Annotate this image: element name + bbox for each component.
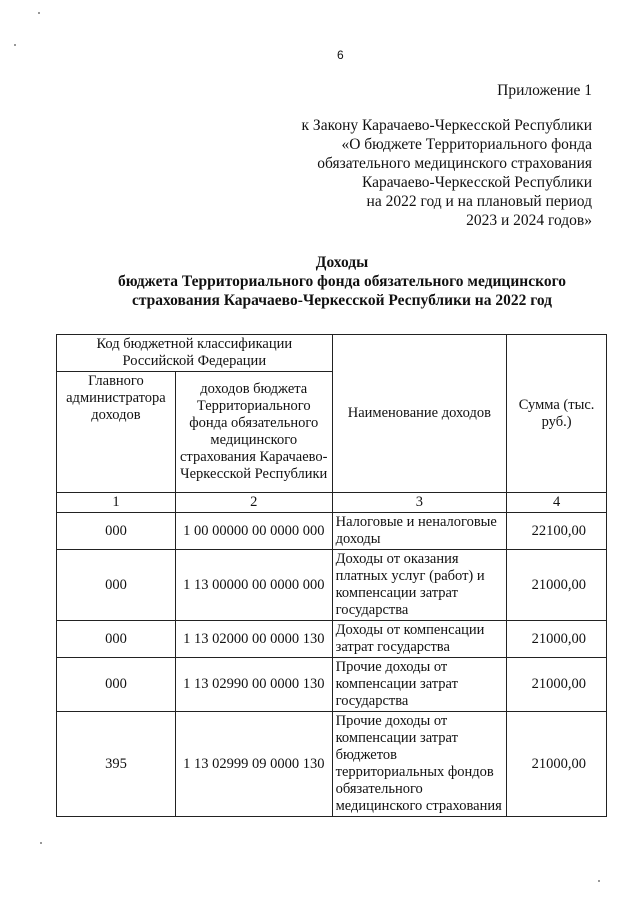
income-name-cell: Доходы от оказания платных услуг (работ) и компенсации затрат государства [332,550,507,621]
law-reference-line: на 2022 год и на плановый период [366,193,592,210]
column-number: 1 [57,493,176,513]
column-number: 3 [332,493,507,513]
table-row [57,658,607,712]
header-name: Наименование доходов [332,335,507,493]
law-reference-line: к Закону Карачаево-Черкесской Республики [301,117,592,134]
scan-speck [38,12,40,14]
admin-code-cell: 000 [57,550,176,621]
page-number: 6 [337,48,344,62]
title-line: Доходы [315,254,369,271]
column-number: 4 [507,493,607,513]
law-reference [262,116,592,230]
appendix-label: Приложение 1 [497,82,592,99]
law-reference-line: Карачаево-Черкесской Республики [362,174,592,191]
admin-code-cell: 000 [57,621,176,658]
table-row [57,513,607,550]
scan-speck [14,44,16,46]
document-title [60,253,624,310]
income-table [56,334,607,817]
income-name-cell: Налоговые и неналоговые доходы [332,513,507,550]
title-line: страхования Карачаево-Черкесской Республики на 2022 год [131,292,553,309]
income-code-cell: 1 13 02000 00 0000 130 [175,621,332,658]
amount-cell: 21000,00 [507,550,607,621]
admin-code-cell: 000 [57,658,176,712]
table-row [57,550,607,621]
income-code-cell: 1 13 02990 00 0000 130 [175,658,332,712]
law-reference-line: 2023 и 2024 годов» [466,212,592,229]
law-reference-line: обязательного медицинского страхования [317,155,592,172]
amount-cell: 22100,00 [507,513,607,550]
income-name-cell: Прочие доходы от компенсации затрат бюджетов территориальных фондов обязательного медицинского страхования [332,712,507,817]
income-code-cell: 1 13 00000 00 0000 000 [175,550,332,621]
scan-speck [598,880,600,882]
table-row [57,712,607,817]
amount-cell: 21000,00 [507,712,607,817]
header-row [57,335,607,372]
income-code-cell: 1 00 00000 00 0000 000 [175,513,332,550]
income-code-cell: 1 13 02999 09 0000 130 [175,712,332,817]
header-income-code: доходов бюджета Территориального фонда обязательного медицинского страхования Карачаево-Черкесской Республики [175,372,332,493]
admin-code-cell: 000 [57,513,176,550]
header-amount: Сумма (тыс. руб.) [507,335,607,493]
column-number: 2 [175,493,332,513]
law-reference-line: «О бюджете Территориального фонда [341,136,592,153]
income-name-cell: Прочие доходы от компенсации затрат государства [332,658,507,712]
title-line: бюджета Территориального фонда обязательного медицинского [118,273,566,290]
scan-speck [40,842,42,844]
table-row [57,621,607,658]
header-classification: Код бюджетной классификации Российской Федерации [57,335,333,372]
amount-cell: 21000,00 [507,621,607,658]
column-number-row [57,493,607,513]
income-name-cell: Доходы от компенсации затрат государства [332,621,507,658]
header-admin-code: Главного администратора доходов [57,372,176,493]
amount-cell: 21000,00 [507,658,607,712]
admin-code-cell: 395 [57,712,176,817]
